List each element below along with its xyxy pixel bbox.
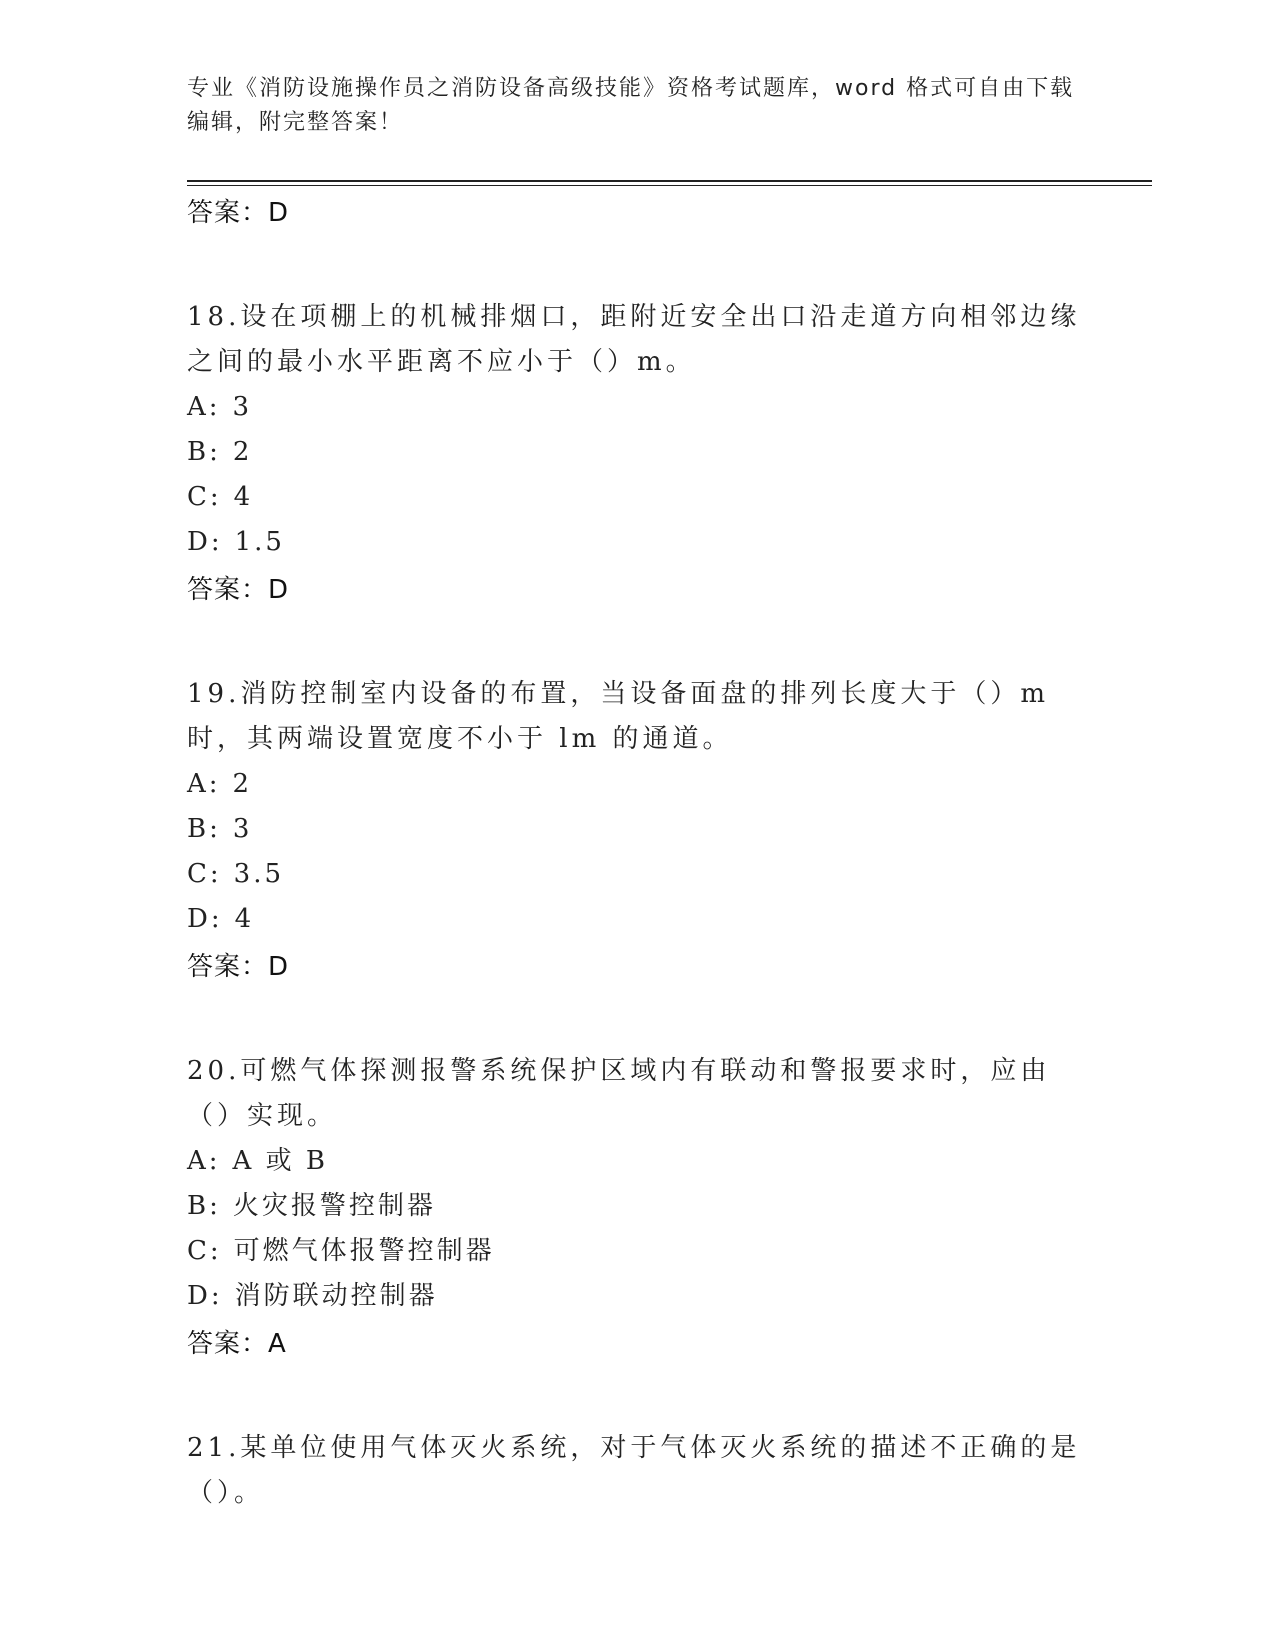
- option-c: C: 可燃气体报警控制器: [187, 1236, 495, 1266]
- option-b: B: 2: [187, 437, 253, 467]
- option-d: D: 1.5: [187, 527, 285, 557]
- question-20: [187, 1049, 1087, 1374]
- option-a: A: 3: [187, 392, 253, 422]
- option-d: D: 消防联动控制器: [187, 1281, 438, 1311]
- option-a: A: A 或 B: [187, 1146, 328, 1176]
- answer-line: 答案：D: [187, 198, 290, 228]
- answer-line: 答案：D: [187, 952, 290, 982]
- question-text: 20.可燃气体探测报警系统保护区域内有联动和警报要求时，应由（）实现。: [187, 1056, 1051, 1131]
- question-18: [187, 295, 1087, 620]
- option-b: B: 3: [187, 814, 253, 844]
- question-text: 19.消防控制室内设备的布置，当设备面盘的排列长度大于（）m 时，其两端设置宽度不小于 lm 的通道。: [187, 679, 1050, 754]
- option-c: C: 4: [187, 482, 254, 512]
- option-b: B: 火灾报警控制器: [187, 1191, 436, 1221]
- question-text: 21.某单位使用气体灭火系统，对于气体灭火系统的描述不正确的是（）。: [187, 1433, 1081, 1508]
- question-19: [187, 672, 1087, 997]
- document-header: 专业《消防设施操作员之消防设备高级技能》资格考试题库，word 格式可自由下载编辑，附完整答案！: [187, 76, 1075, 135]
- option-c: C: 3.5: [187, 859, 285, 889]
- question-21: [187, 1426, 1087, 1516]
- option-a: A: 2: [187, 769, 253, 799]
- answer-line: 答案：D: [187, 575, 290, 605]
- document-body: [187, 188, 1087, 1516]
- question-text: 18.设在项棚上的机械排烟口，距附近安全出口沿走道方向相邻边缘之间的最小水平距离不应小于（）m。: [187, 302, 1081, 377]
- header-divider-thin: [187, 185, 1152, 186]
- answer-line: 答案：A: [187, 1329, 287, 1359]
- option-d: D: 4: [187, 904, 255, 934]
- header-divider: [187, 180, 1152, 182]
